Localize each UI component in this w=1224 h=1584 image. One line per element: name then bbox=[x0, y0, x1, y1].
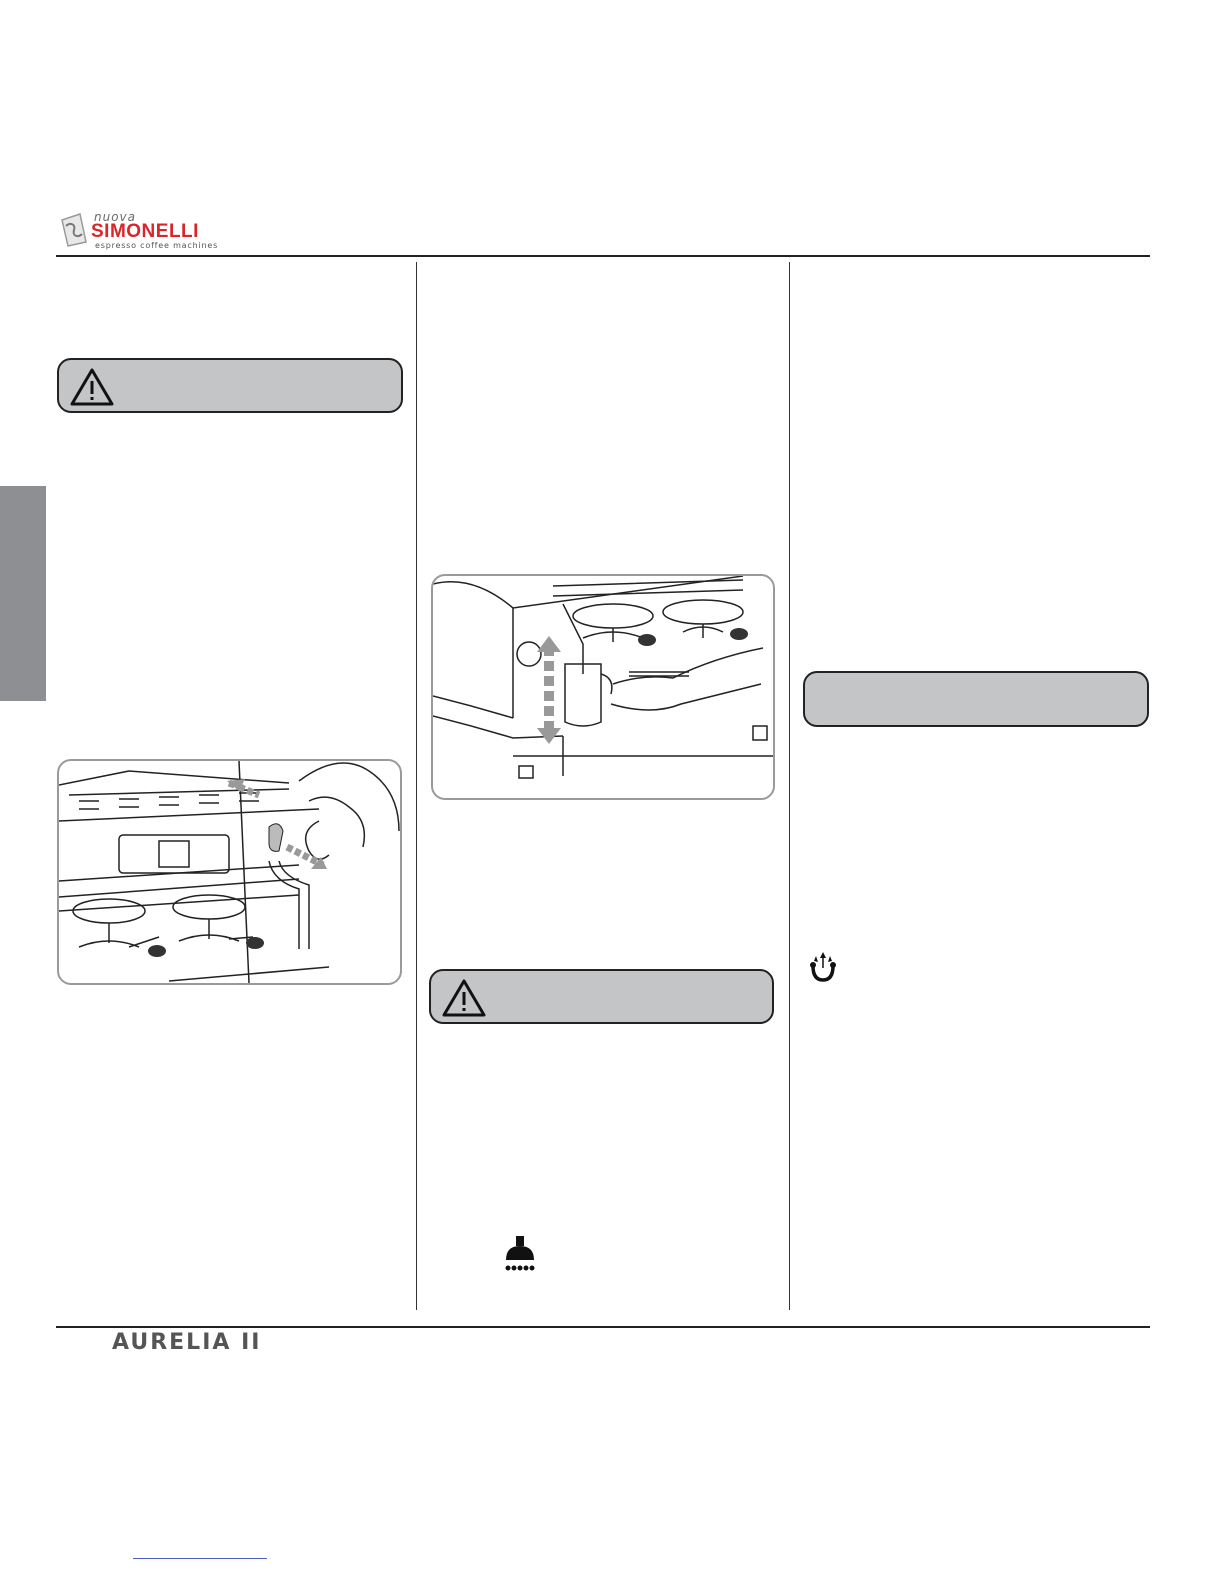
header-rule bbox=[56, 255, 1150, 257]
footer-link-underline bbox=[133, 1558, 267, 1559]
machine-illustration-middle bbox=[433, 576, 773, 798]
warning-triangle-icon bbox=[441, 977, 487, 1019]
footer-model-name: AURELIA II bbox=[112, 1330, 262, 1355]
logo-mark-icon bbox=[58, 212, 88, 248]
logo-brand-text: SIMONELLI bbox=[91, 221, 199, 242]
column-divider-right bbox=[789, 262, 790, 1310]
group-head-shower-icon bbox=[503, 1236, 537, 1274]
logo-small-text: nuova bbox=[94, 210, 137, 224]
steam-icon bbox=[805, 950, 841, 984]
brand-logo bbox=[58, 210, 238, 252]
figure-milk-frothing bbox=[431, 574, 775, 800]
logo-tagline: espresso coffee machines bbox=[95, 241, 219, 250]
figure-wand-cover-removal bbox=[57, 759, 402, 985]
machine-illustration-left bbox=[59, 761, 400, 983]
warning-triangle-icon bbox=[69, 366, 115, 408]
warning-box-left bbox=[57, 358, 403, 413]
footer-rule bbox=[56, 1326, 1150, 1328]
column-divider-left bbox=[416, 262, 417, 1310]
info-box-right bbox=[803, 671, 1149, 727]
section-side-tab bbox=[0, 486, 46, 701]
warning-box-middle bbox=[429, 969, 774, 1024]
